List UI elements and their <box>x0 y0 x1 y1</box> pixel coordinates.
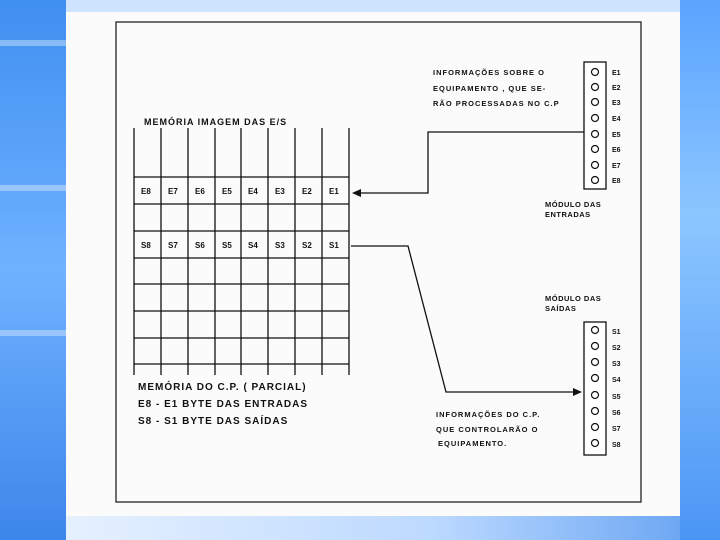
bottom-background-strip <box>66 516 680 540</box>
input-module-block <box>584 62 606 189</box>
top-background-strip <box>66 0 680 12</box>
output-connector-line <box>351 246 577 392</box>
output-pin-label: S2 <box>612 345 621 352</box>
input-module-name: ENTRADAS <box>545 210 591 219</box>
grid-cell-input: E8 <box>141 187 151 196</box>
output-module-name: SAÍDAS <box>545 304 577 313</box>
grid-cell-output: S7 <box>168 241 178 250</box>
input-pin-label: E8 <box>612 178 621 185</box>
legend-inputs: E8 - E1 BYTE DAS ENTRADAS <box>138 399 309 410</box>
input-pin-label: E4 <box>612 116 621 123</box>
grid-cell-input: E4 <box>248 187 258 196</box>
legend-title: MEMÓRIA DO C.P. ( PARCIAL) <box>138 382 307 393</box>
input-pin-label: E2 <box>612 85 621 92</box>
output-pin-label: S7 <box>612 426 621 433</box>
grid-cell-output: S3 <box>275 241 285 250</box>
grid-cell-output: S6 <box>195 241 205 250</box>
input-module-name: MÓDULO DAS <box>545 200 602 209</box>
input-info-text: RÃO PROCESSADAS NO C.P <box>433 99 560 108</box>
grid-cell-input: E3 <box>275 187 285 196</box>
legend-outputs: S8 - S1 BYTE DAS SAÍDAS <box>138 416 289 427</box>
output-info-text: QUE CONTROLARÃO O <box>436 425 539 434</box>
grid-cell-output: S4 <box>248 241 258 250</box>
output-module-name: MÓDULO DAS <box>545 294 602 303</box>
grid-cell-output: S1 <box>329 241 339 250</box>
output-connector-arrowhead <box>573 388 582 396</box>
input-connector-line <box>354 132 584 193</box>
left-background-panel <box>0 0 66 540</box>
output-info-text: INFORMAÇÕES DO C.P. <box>436 410 541 419</box>
grid-cell-output: S8 <box>141 241 151 250</box>
input-pin-label: E7 <box>612 163 621 170</box>
input-info-text: INFORMAÇÕES SOBRE O <box>433 68 545 77</box>
grid-cell-input: E5 <box>222 187 232 196</box>
input-pin-label: E6 <box>612 147 621 154</box>
input-pin-label: E5 <box>612 132 621 139</box>
diagram-canvas <box>66 12 680 516</box>
input-info-text: EQUIPAMENTO , QUE SE- <box>433 84 547 93</box>
output-pin-label: S5 <box>612 394 621 401</box>
output-pin-label: S1 <box>612 329 621 336</box>
grid-cell-input: E2 <box>302 187 312 196</box>
input-pin-label: E3 <box>612 100 621 107</box>
background-streak <box>0 330 66 336</box>
background-streak <box>0 185 66 191</box>
outer-frame <box>116 22 641 502</box>
right-background-panel <box>680 0 720 540</box>
grid-cell-input: E6 <box>195 187 205 196</box>
output-info-text: EQUIPAMENTO. <box>438 439 508 448</box>
grid-cell-input: E1 <box>329 187 339 196</box>
grid-cell-output: S5 <box>222 241 232 250</box>
output-pin-label: S3 <box>612 361 621 368</box>
memory-image-grid <box>134 128 349 375</box>
background-streak <box>0 40 66 46</box>
output-pin-label: S8 <box>612 442 621 449</box>
output-pin-label: S6 <box>612 410 621 417</box>
input-connector-arrowhead <box>352 189 361 197</box>
output-pin-label: S4 <box>612 377 621 384</box>
input-pin-label: E1 <box>612 70 621 77</box>
grid-cell-output: S2 <box>302 241 312 250</box>
diagram-sheet <box>66 12 680 516</box>
memory-image-title: MEMÓRIA IMAGEM DAS E/S <box>144 117 288 127</box>
grid-cell-input: E7 <box>168 187 178 196</box>
